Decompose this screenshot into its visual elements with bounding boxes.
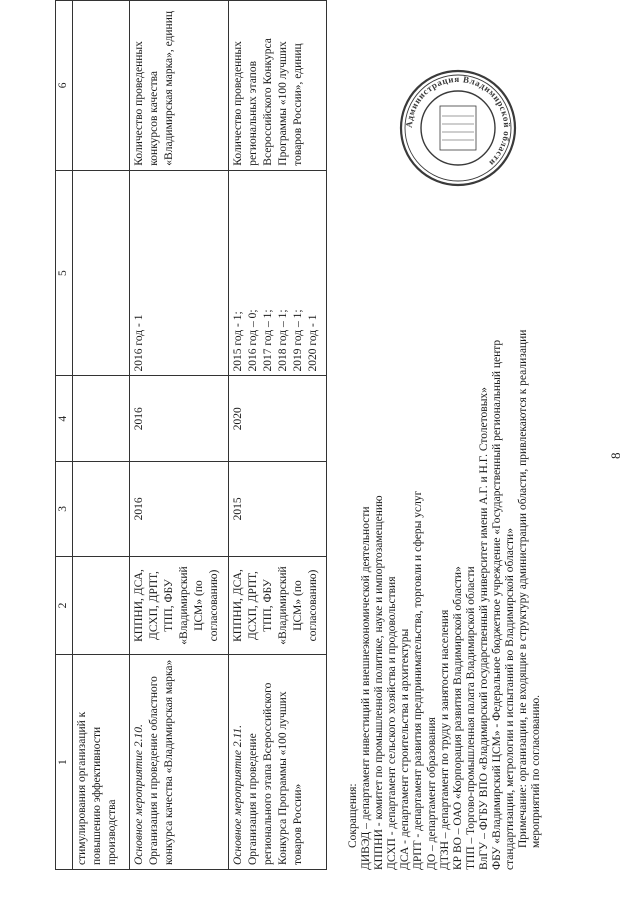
header-cell: 2: [56, 556, 73, 654]
activity-cell: [130, 655, 229, 870]
page-number: 8: [608, 452, 623, 459]
activity-title: Основное мероприятие 2.10.: [133, 724, 145, 865]
value-line: 2019 год – 1;: [291, 309, 304, 372]
table-row: [229, 1, 327, 870]
value-line: 2015 год - 1;: [232, 311, 244, 372]
footnote: Примечание: организации, не входящие в структуру администрации области, привлекаются к реализации мероприятий по согласованию.: [517, 329, 543, 848]
table-header-row: [56, 1, 73, 870]
start-year-cell: [73, 461, 130, 556]
start-year-cell: 2015: [229, 461, 327, 556]
value-line: 2016 год – 0;: [246, 309, 259, 372]
executors-cell: КППНИ, ДСА, ДСХП, ДРПТ, ТПП, ФБУ «Владимирский ЦСМ» (по согласованию): [229, 556, 327, 654]
activity-text: Организация и проведение областного конкурса качества «Владимирская марка»: [147, 659, 175, 865]
header-cell: 5: [56, 170, 73, 376]
header-cell: 4: [56, 376, 73, 462]
header-cell: 3: [56, 461, 73, 556]
header-cell: 6: [56, 1, 73, 171]
activities-table: [55, 0, 327, 870]
abbreviation-item: ДРПТ - департамент развития предпринимательства, торговли и сферы услуг: [412, 490, 425, 870]
start-year-cell: 2016: [130, 461, 229, 556]
value-line: 2020 год - 1: [306, 314, 319, 372]
indicator-cell: Количество проведенных конкурсов качества «Владимирская марка», единиц: [130, 1, 229, 171]
table-row: [73, 1, 130, 870]
value-line: 2018 год – 1;: [276, 309, 289, 372]
values-cell: 2016 год - 1: [130, 170, 229, 376]
abbreviations-heading: Сокращения:: [347, 783, 359, 848]
table-row: [130, 1, 229, 870]
abbreviation-item: ДТЗН – департамент по труду и занятости населения: [438, 609, 451, 870]
values-cell: [229, 170, 327, 376]
abbreviation-item: ДСХП - департамент сельского хозяйства и продовольствия: [386, 576, 399, 870]
official-seal: [398, 68, 518, 188]
end-year-cell: 2020: [229, 376, 327, 462]
abbreviation-item: ДО – департамент образования: [425, 717, 438, 870]
value-line: 2017 год – 1;: [261, 309, 274, 372]
abbreviation-item: ДСА - департамент строительства и архитектуры: [399, 628, 412, 870]
activity-cell: [229, 655, 327, 870]
indicator-cell: Количество проведенных региональных этапов Всероссийского Конкурса Программы «100 лучших товаров России», единиц: [229, 1, 327, 171]
abbreviation-item: ВлГУ – ФГБУ ВПО «Владимирский государственный университет имени А.Г. и Н.Г. Столетовых»: [477, 387, 490, 870]
activity-text: Организация и проведение регионального этапа Всероссийского Конкурса Программы «100 лучших товаров России»: [246, 682, 304, 865]
indicator-cell: [73, 1, 130, 171]
activity-cell: стимулирования организаций к повышению эффективности производства: [73, 655, 130, 870]
end-year-cell: [73, 376, 130, 462]
abbreviation-item: ФБУ «Владимирский ЦСМ» - Федеральное бюджетное учреждение «Государственный региональный центр стандартизации, метрологии и испытаний во Владимирской области»: [491, 339, 517, 870]
activity-title: Основное мероприятие 2.11.: [232, 724, 244, 865]
abbreviation-item: КППНИ - комитет по промышленной политике, науке и импортозамещению: [373, 495, 386, 870]
executors-cell: КППНИ, ДСА, ДСХП, ДРПТ, ТПП, ФБУ «Владимирский ЦСМ» (по согласованию): [130, 556, 229, 654]
header-cell: 1: [56, 655, 73, 870]
seal-outer-text: Администрация Владимирской области: [403, 73, 513, 169]
end-year-cell: 2016: [130, 376, 229, 462]
executors-cell: [73, 556, 130, 654]
abbreviation-item: ДИВЭД – департамент инвестиций и внешнеэкономической деятельности: [360, 506, 373, 870]
abbreviation-item: КР ВО – ОАО «Корпорация развития Владимирской области»: [451, 566, 464, 870]
svg-text:Администрация Владимирской обл: [404, 74, 512, 168]
values-cell: [73, 170, 130, 376]
abbreviation-item: ТПП – Торгово-промышленная палата Владимирской области: [464, 566, 477, 870]
